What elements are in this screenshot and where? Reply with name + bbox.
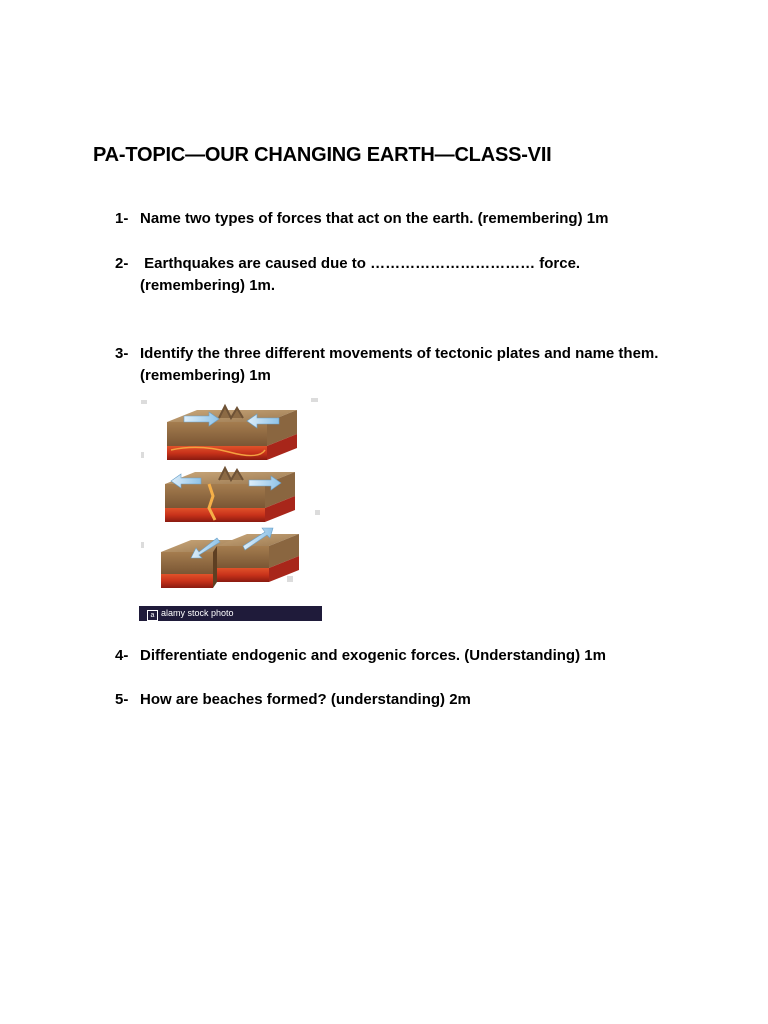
question-text: Name two types of forces that act on the earth. (remembering) 1m bbox=[140, 210, 609, 227]
watermark-text: alamy stock photo bbox=[161, 608, 234, 618]
alamy-logo: a bbox=[147, 610, 158, 621]
question-text: Identify the three different movements of tectonic plates and name them. (remembering) 1m bbox=[140, 345, 659, 384]
page-title: PA-TOPIC—OUR CHANGING EARTH—CLASS-VII bbox=[93, 144, 552, 166]
question-number: 3- bbox=[115, 345, 129, 362]
question-2 bbox=[115, 253, 615, 297]
convergent-plates-diagram bbox=[167, 406, 297, 460]
question-number: 5- bbox=[115, 691, 129, 708]
question-5 bbox=[115, 689, 675, 711]
tectonic-plates-figure bbox=[139, 392, 322, 621]
question-text: How are beaches formed? (understanding) 2m bbox=[140, 691, 471, 708]
question-text: Earthquakes are caused due to …………………………… force. (remembering) 1m. bbox=[140, 255, 585, 294]
transform-plates-diagram bbox=[161, 528, 299, 588]
question-number: 4- bbox=[115, 647, 129, 664]
question-1 bbox=[115, 208, 675, 230]
question-number: 2- bbox=[115, 255, 129, 272]
divergent-plates-diagram bbox=[165, 468, 295, 522]
watermark-bar bbox=[139, 606, 322, 621]
question-text: Differentiate endogenic and exogenic forces. (Understanding) 1m bbox=[140, 647, 606, 664]
tectonic-plates-illustration bbox=[139, 392, 322, 606]
question-3 bbox=[115, 343, 675, 387]
question-number: 1- bbox=[115, 210, 129, 227]
question-4 bbox=[115, 645, 675, 667]
